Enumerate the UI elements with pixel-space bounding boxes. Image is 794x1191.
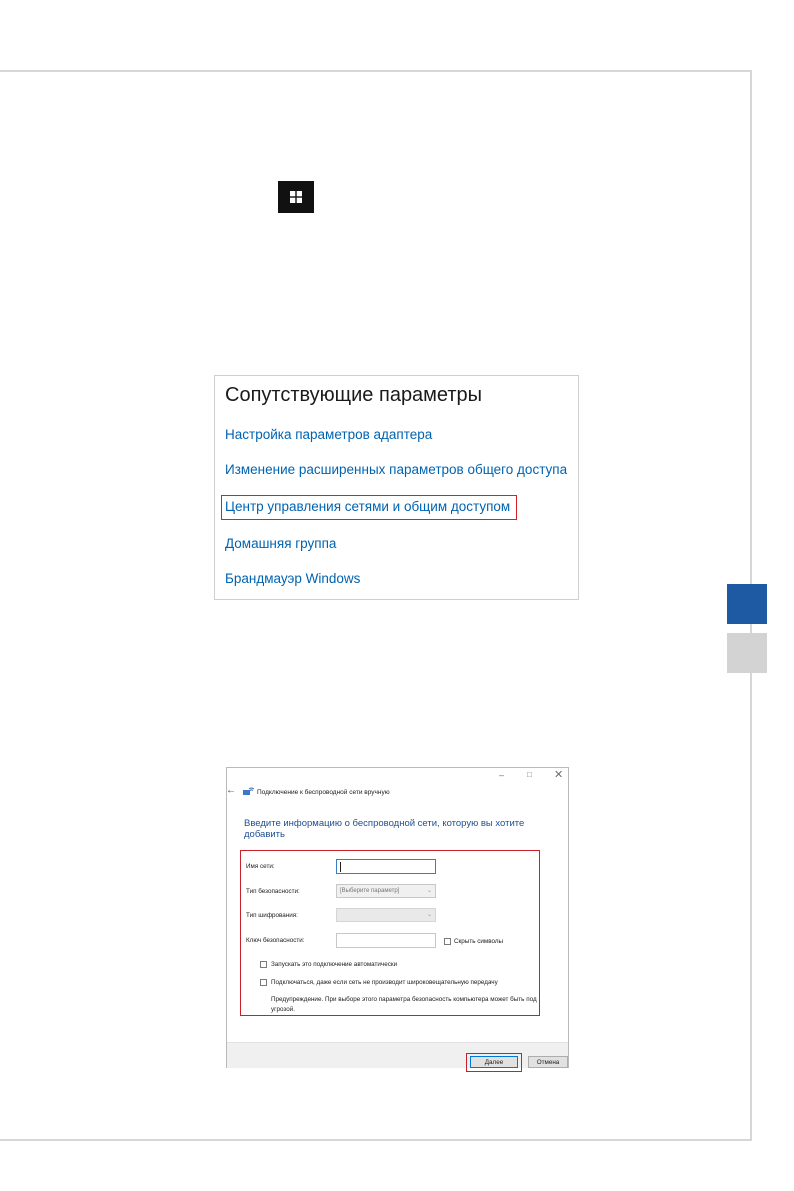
cancel-button[interactable]: Отмена (528, 1056, 568, 1068)
dialog-title: Подключение к беспроводной сети вручную (257, 789, 390, 796)
wireless-network-icon (243, 787, 254, 796)
chapter-tab-inactive (727, 633, 767, 673)
chapter-tab-active (727, 584, 767, 624)
security-type-select[interactable] (336, 884, 436, 898)
security-type-value: [Выберите параметр] (340, 888, 400, 894)
related-settings-panel (214, 375, 579, 600)
chevron-down-icon: ⌄ (426, 888, 432, 894)
security-key-label: Ключ безопасности: (246, 937, 305, 944)
form-highlight (240, 850, 540, 1016)
hide-chars-label: Скрыть символы (454, 938, 504, 945)
auto-connect-label: Запускать это подключение автоматически (271, 961, 398, 968)
ssid-input[interactable] (336, 859, 436, 874)
next-button[interactable]: Далее (470, 1056, 518, 1068)
security-type-label: Тип безопасности: (246, 888, 300, 895)
close-button[interactable]: ✕ (554, 769, 564, 781)
dialog-heading: Введите информацию о беспроводной сети, которую вы хотите добавить (244, 818, 525, 840)
maximize-button[interactable]: □ (527, 770, 532, 779)
connect-hidden-checkbox[interactable] (260, 979, 267, 986)
link-homegroup[interactable]: Домашняя группа (225, 536, 337, 551)
security-key-input[interactable] (336, 933, 436, 948)
wireless-connect-dialog (226, 767, 569, 1068)
chevron-down-icon: ⌄ (426, 912, 432, 918)
back-arrow-icon[interactable]: ← (226, 785, 236, 796)
link-adapter-settings[interactable]: Настройка параметров адаптера (225, 427, 433, 442)
auto-connect-checkbox[interactable] (260, 961, 267, 968)
encryption-type-label: Тип шифрования: (246, 912, 298, 919)
minimize-button[interactable]: – (499, 770, 505, 780)
text-caret (340, 862, 341, 872)
windows-logo-icon (278, 181, 314, 213)
hide-chars-checkbox[interactable] (444, 938, 451, 945)
warning-text: Предупреждение. При выборе этого параметра безопасность компьютера может быть под угрозой. (271, 996, 537, 1013)
connect-hidden-label: Подключаться, даже если сеть не производит широковещательную передачу (271, 979, 498, 986)
related-settings-title: Сопутствующие параметры (225, 384, 483, 406)
windows-logo-glyph (290, 191, 302, 203)
link-network-sharing-center[interactable]: Центр управления сетями и общим доступом (225, 499, 511, 514)
link-windows-firewall[interactable]: Брандмауэр Windows (225, 571, 361, 586)
encryption-type-select[interactable] (336, 908, 436, 922)
ssid-label: Имя сети: (246, 863, 275, 870)
link-advanced-sharing[interactable]: Изменение расширенных параметров общего доступа (225, 462, 568, 477)
